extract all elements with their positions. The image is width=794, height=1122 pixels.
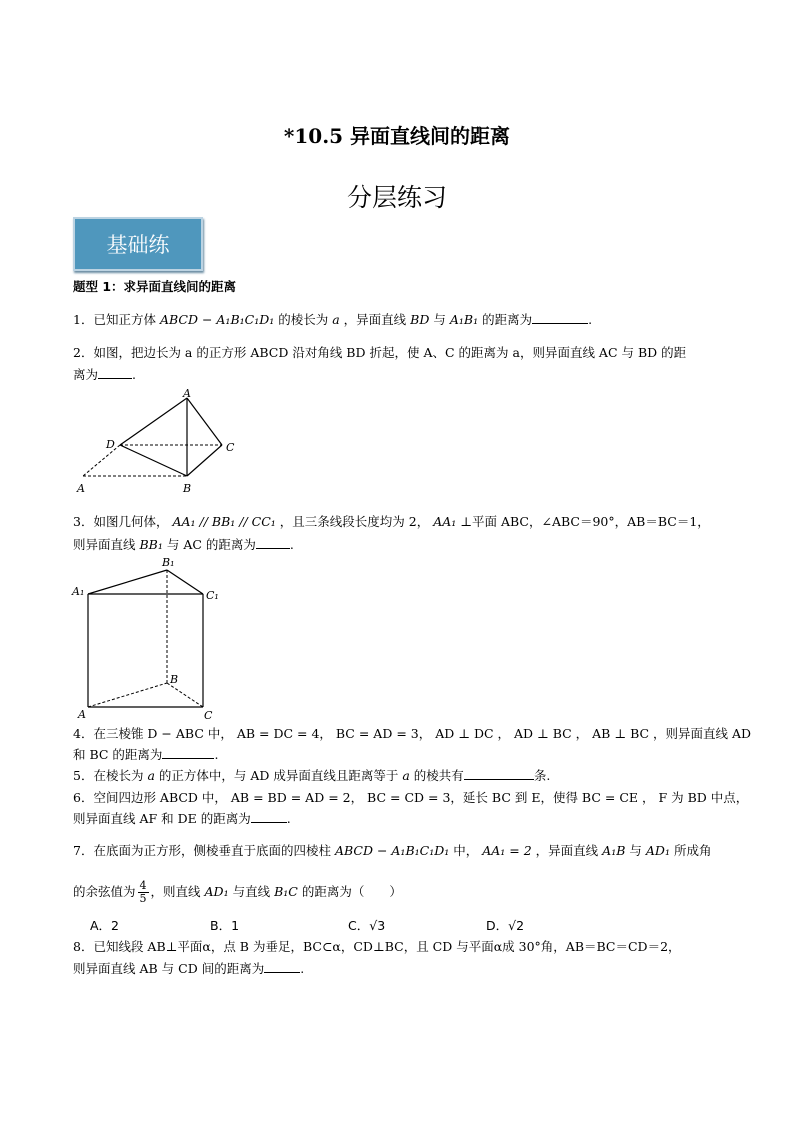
answer-blank <box>464 767 534 780</box>
question-7-line-2: 的余弦值为 $\frac{4}{5}$ ，则直线 AD₁ 与直线 B₁C 的距离为（ ） <box>73 879 402 905</box>
answer-blank <box>256 536 290 549</box>
fraction: $\frac{4}{5}$ <box>139 879 147 905</box>
edge-ac <box>187 398 222 445</box>
option-b: B．1 <box>210 918 240 933</box>
question-4-line-2: 和 BC 的距离为 . <box>73 747 219 762</box>
edge-ad <box>120 398 187 445</box>
label-b1: B₁ <box>162 556 175 569</box>
label-a: A <box>183 388 191 400</box>
edge-a1b1 <box>88 570 167 594</box>
page-title: *10.5 异面直线间的距离 <box>283 124 511 148</box>
question-6-line-2: 则异面直线 AF 和 DE 的距离为 . <box>73 811 291 826</box>
edge-bc <box>167 683 203 707</box>
question-3-line-1: 3．如图几何体， AA₁ // BB₁ // CC₁ ，且三条线段长度均为 2， AA₁ ⊥平面 ABC，∠ABC＝90°，AB＝BC＝1， <box>73 514 710 529</box>
question-3-line-2: 则异面直线 BB₁ 与 AC 的距离为 . <box>73 537 294 552</box>
label-b: B <box>170 673 179 686</box>
question-8-line-2: 则异面直线 AB 与 CD 间的距离为 . <box>73 961 305 976</box>
label-d: D <box>106 438 115 451</box>
option-a: A．2 <box>90 918 120 933</box>
edge-db <box>120 445 187 476</box>
edge-b1c1 <box>167 570 203 594</box>
edge-ab <box>88 683 167 707</box>
figure-prism <box>70 552 230 724</box>
question-6-line-1: 6．空间四边形 ABCD 中， AB = BD = AD = 2， BC = CD = 3，延长 BC 到 E，使得 BC = CE ， F 为 BD 中点， <box>73 790 749 805</box>
figure-folded-square <box>75 388 245 500</box>
answer-blank <box>162 746 214 759</box>
question-4-line-1: 4．在三棱锥 D − ABC 中， AB = DC = 4， BC = AD = 3， AD ⊥ DC ， AD ⊥ BC ， AB ⊥ BC ，则异面直线 AD <box>73 726 752 741</box>
label-b: B <box>183 482 192 495</box>
label-c: C <box>204 709 213 722</box>
question-2-line-1: 2．如图，把边长为 a 的正方形 ABCD 沿对角线 BD 折起，使 A、C 的距离为 a，则异面直线 AC 与 BD 的距 <box>73 345 687 360</box>
label-a-prime: A <box>77 482 85 495</box>
option-d: D．√2 <box>486 918 525 933</box>
option-c: C．√3 <box>348 918 386 933</box>
question-1: 1．已知正方体 ABCD − A₁B₁C₁D₁ 的棱长为 a ，异面直线 BD 与 A₁B₁ 的距离为 . <box>73 312 593 327</box>
question-2-line-2: 离为 . <box>73 367 136 382</box>
answer-blank <box>251 810 287 823</box>
answer-blank <box>532 311 588 324</box>
label-c1: C₁ <box>206 589 219 602</box>
page-subtitle: 分层练习 <box>346 183 447 212</box>
label-c: C <box>226 441 235 454</box>
answer-blank <box>264 960 300 973</box>
answer-blank <box>98 366 132 379</box>
section-label: 题型 1：求异面直线间的距离 <box>73 279 237 294</box>
label-a: A <box>78 708 86 721</box>
section-badge: 基础练 <box>73 217 203 271</box>
question-7-line-1: 7．在底面为正方形，侧棱垂直于底面的四棱柱 ABCD − A₁B₁C₁D₁ 中， AA₁ = 2 ，异面直线 A₁B 与 AD₁ 所成角 <box>73 843 712 858</box>
label-a1: A₁ <box>72 585 85 598</box>
edge-cb <box>187 445 222 476</box>
question-8-line-1: 8．已知线段 AB⊥平面α，点 B 为垂足，BC⊂α，CD⊥BC，且 CD 与平面α成 30°角，AB＝BC＝CD＝2， <box>73 939 681 954</box>
question-5: 5．在棱长为 a 的正方体中，与 AD 成异面直线且距离等于 a 的棱共有 条. <box>73 768 551 783</box>
